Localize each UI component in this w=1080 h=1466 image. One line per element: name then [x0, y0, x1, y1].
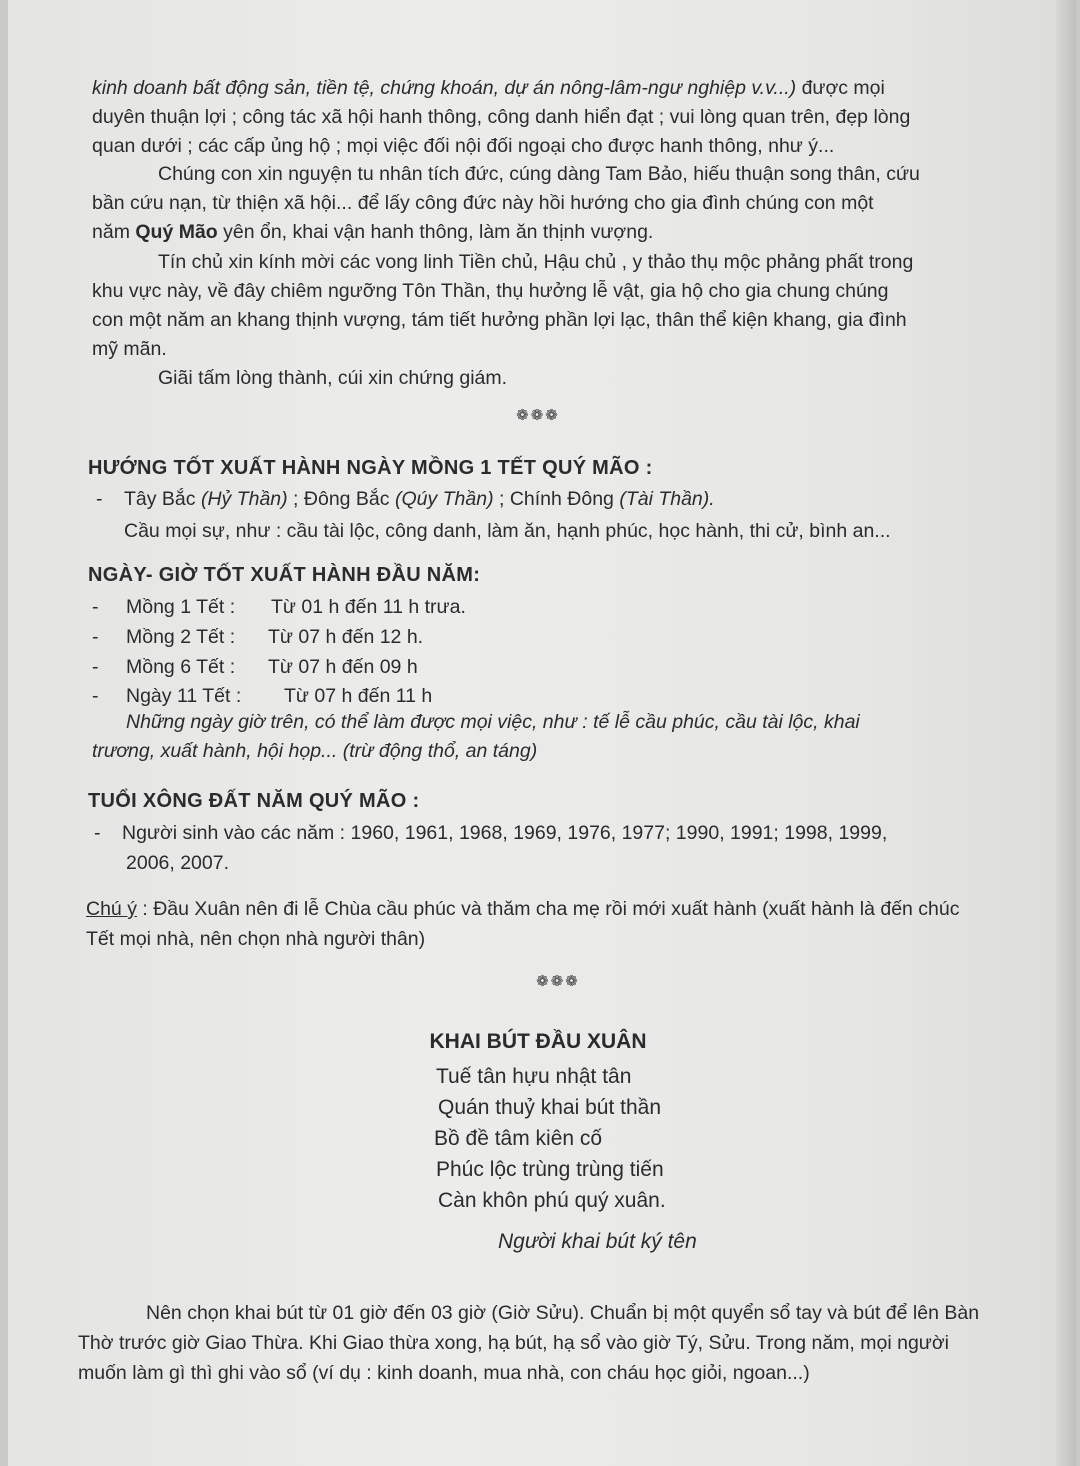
tuoi-years-line-1: Người sinh vào các năm : 1960, 1961, 1968, 1969, 1976, 1977; 1990, 1991; 1998, 1999,	[122, 822, 888, 844]
list-item-time: Từ 07 h đến 12 h.	[268, 626, 424, 648]
final-line-1: Nên chọn khai bút từ 01 giờ đến 03 giờ (Giờ Sửu). Chuẩn bị một quyển sổ tay và bút để lên Bàn	[146, 1302, 980, 1324]
poem-line: Tuế tân hựu nhật tân	[436, 1065, 632, 1088]
chu-y-label: Chú ý	[86, 898, 137, 920]
document-page	[8, 0, 1068, 1466]
huong-tot-purpose: Cầu mọi sự, như : cầu tài lộc, công danh, làm ăn, hạnh phúc, học hành, thi cử, bình an...	[124, 520, 891, 542]
vow-line-2: bần cứu nạn, từ thiện xã hội... để lấy công đức này hồi hướng cho gia đình chúng con một	[92, 192, 874, 214]
huong-tot-list-item	[96, 488, 715, 511]
chu-y-line-2: Tết mọi nhà, nên chọn nhà người thân)	[86, 928, 426, 950]
note-line-2: trương, xuất hành, hội họp... (trừ động thổ, an táng)	[92, 740, 538, 762]
final-line-2: Thờ trước giờ Giao Thừa. Khi Giao thừa xong, hạ bút, hạ sổ vào giờ Tý, Sửu. Trong năm, mọi người	[78, 1332, 949, 1354]
invite-line-1: Tín chủ xin kính mời các vong linh Tiền chủ, Hậu chủ , y thảo thụ mộc phảng phất trong	[158, 251, 914, 273]
list-item	[92, 596, 466, 619]
closing-line: Giãi tấm lòng thành, cúi xin chứng giám.	[158, 367, 508, 389]
vow-line-3-b: yên ổn, khai vận hanh thông, làm ăn thịnh vượng.	[217, 221, 654, 243]
section-heading-ngay-gio: NGÀY- GIỜ TỐT XUẤT HÀNH ĐẦU NĂM:	[88, 564, 481, 586]
poem-title: KHAI BÚT ĐẦU XUÂN	[429, 1030, 647, 1053]
poem-line: Quán thuỷ khai bút thần	[438, 1096, 661, 1119]
separator-ornament: ❁❁❁	[516, 407, 560, 424]
poem-signature: Người khai bút ký tên	[498, 1230, 697, 1253]
list-dash: -	[96, 488, 103, 510]
list-item-day: Ngày 11 Tết :	[126, 685, 242, 707]
chu-y-line-1	[86, 898, 960, 921]
tuoi-list-item	[94, 822, 887, 845]
intro-line-1-italic: kinh doanh bất động sản, tiền tệ, chứng khoán, dự án nông-lâm-ngư nghiệp v.v...)	[92, 77, 797, 99]
intro-line-2: duyên thuận lợi ; công tác xã hội hanh thông, công danh hiển đạt ; vui lòng quan trên, đẹp lòng	[92, 106, 911, 128]
closing-paragraph	[92, 364, 1012, 393]
list-dash: -	[92, 656, 99, 678]
invite-line-2: khu vực này, về đây chiêm ngưỡng Tôn Thần, thụ hưởng lễ vật, gia hộ cho gia chung chúng	[92, 280, 889, 302]
vow-line-3-bold: Quý Mão	[135, 221, 218, 243]
final-paragraph	[78, 1298, 1058, 1388]
invite-line-3: con một năm an khang thịnh vượng, tám tiết hưởng phần lợi lạc, thân thể kiện khang, gia đình	[92, 309, 907, 331]
ngay-gio-note	[92, 708, 1012, 766]
section-heading-tuoi: TUỔI XÔNG ĐẤT NĂM QUÝ MÃO :	[88, 790, 420, 812]
intro-line-1-rest: được mọi	[796, 77, 885, 99]
direction-3: ; Chính Đông	[493, 488, 620, 510]
list-item-time: Từ 01 h đến 11 h trưa.	[271, 596, 466, 618]
vow-paragraph	[92, 160, 1012, 247]
final-line-3: muốn làm gì thì ghi vào sổ (ví dụ : kinh doanh, mua nhà, con cháu học giỏi, ngoan...)	[78, 1362, 810, 1384]
poem-line: Phúc lộc trùng trùng tiến	[436, 1158, 664, 1181]
page-edge-shadow	[1056, 0, 1076, 1466]
poem-line: Bồ đề tâm kiên cố	[434, 1127, 603, 1150]
list-dash: -	[92, 596, 99, 618]
poem-line: Càn khôn phú quý xuân.	[438, 1189, 666, 1212]
list-item-time: Từ 07 h đến 11 h	[284, 685, 433, 707]
invite-line-4: mỹ mãn.	[92, 338, 167, 360]
direction-2: ; Đông Bắc	[287, 488, 395, 510]
separator-ornament: ❁❁❁	[536, 973, 580, 990]
invite-paragraph	[92, 248, 1012, 364]
note-line-1: Những ngày giờ trên, có thể làm được mọi việc, như : tế lễ cầu phúc, cầu tài lộc, khai	[126, 711, 860, 733]
intro-paragraph	[92, 74, 1012, 161]
list-item	[92, 656, 418, 679]
list-item	[92, 626, 423, 649]
list-item	[92, 685, 432, 708]
chu-y-text: : Đầu Xuân nên đi lễ Chùa cầu phúc và thăm cha mẹ rồi mới xuất hành (xuất hành là đến chúc	[136, 898, 960, 920]
direction-1: Tây Bắc	[124, 488, 201, 510]
list-dash: -	[92, 626, 99, 648]
list-item-day: Mồng 1 Tết :	[126, 596, 236, 618]
vow-line-3	[92, 218, 1012, 247]
direction-1-god: (Hỷ Thần)	[200, 488, 288, 510]
direction-3-god: (Tài Thần).	[619, 488, 715, 510]
list-dash: -	[94, 822, 101, 844]
direction-2-god: (Qúy Thần)	[394, 488, 494, 510]
section-heading-huong-tot: HƯỚNG TỐT XUẤT HÀNH NGÀY MỒNG 1 TẾT QUÝ MÃO :	[88, 457, 653, 479]
list-dash: -	[92, 685, 99, 707]
intro-line-1	[92, 74, 1012, 103]
vow-line-1: Chúng con xin nguyện tu nhân tích đức, cúng dàng Tam Bảo, hiếu thuận song thân, cứu	[158, 163, 920, 185]
list-item-day: Mồng 6 Tết :	[126, 656, 236, 678]
list-item-day: Mồng 2 Tết :	[126, 626, 236, 648]
tuoi-years-line-2: 2006, 2007.	[126, 852, 230, 874]
intro-line-3: quan dưới ; các cấp ủng hộ ; mọi việc đối nội đối ngoại cho được hanh thông, như ý...	[92, 135, 835, 157]
vow-line-3-a: năm	[92, 221, 136, 243]
list-item-time: Từ 07 h đến 09 h	[268, 656, 418, 678]
